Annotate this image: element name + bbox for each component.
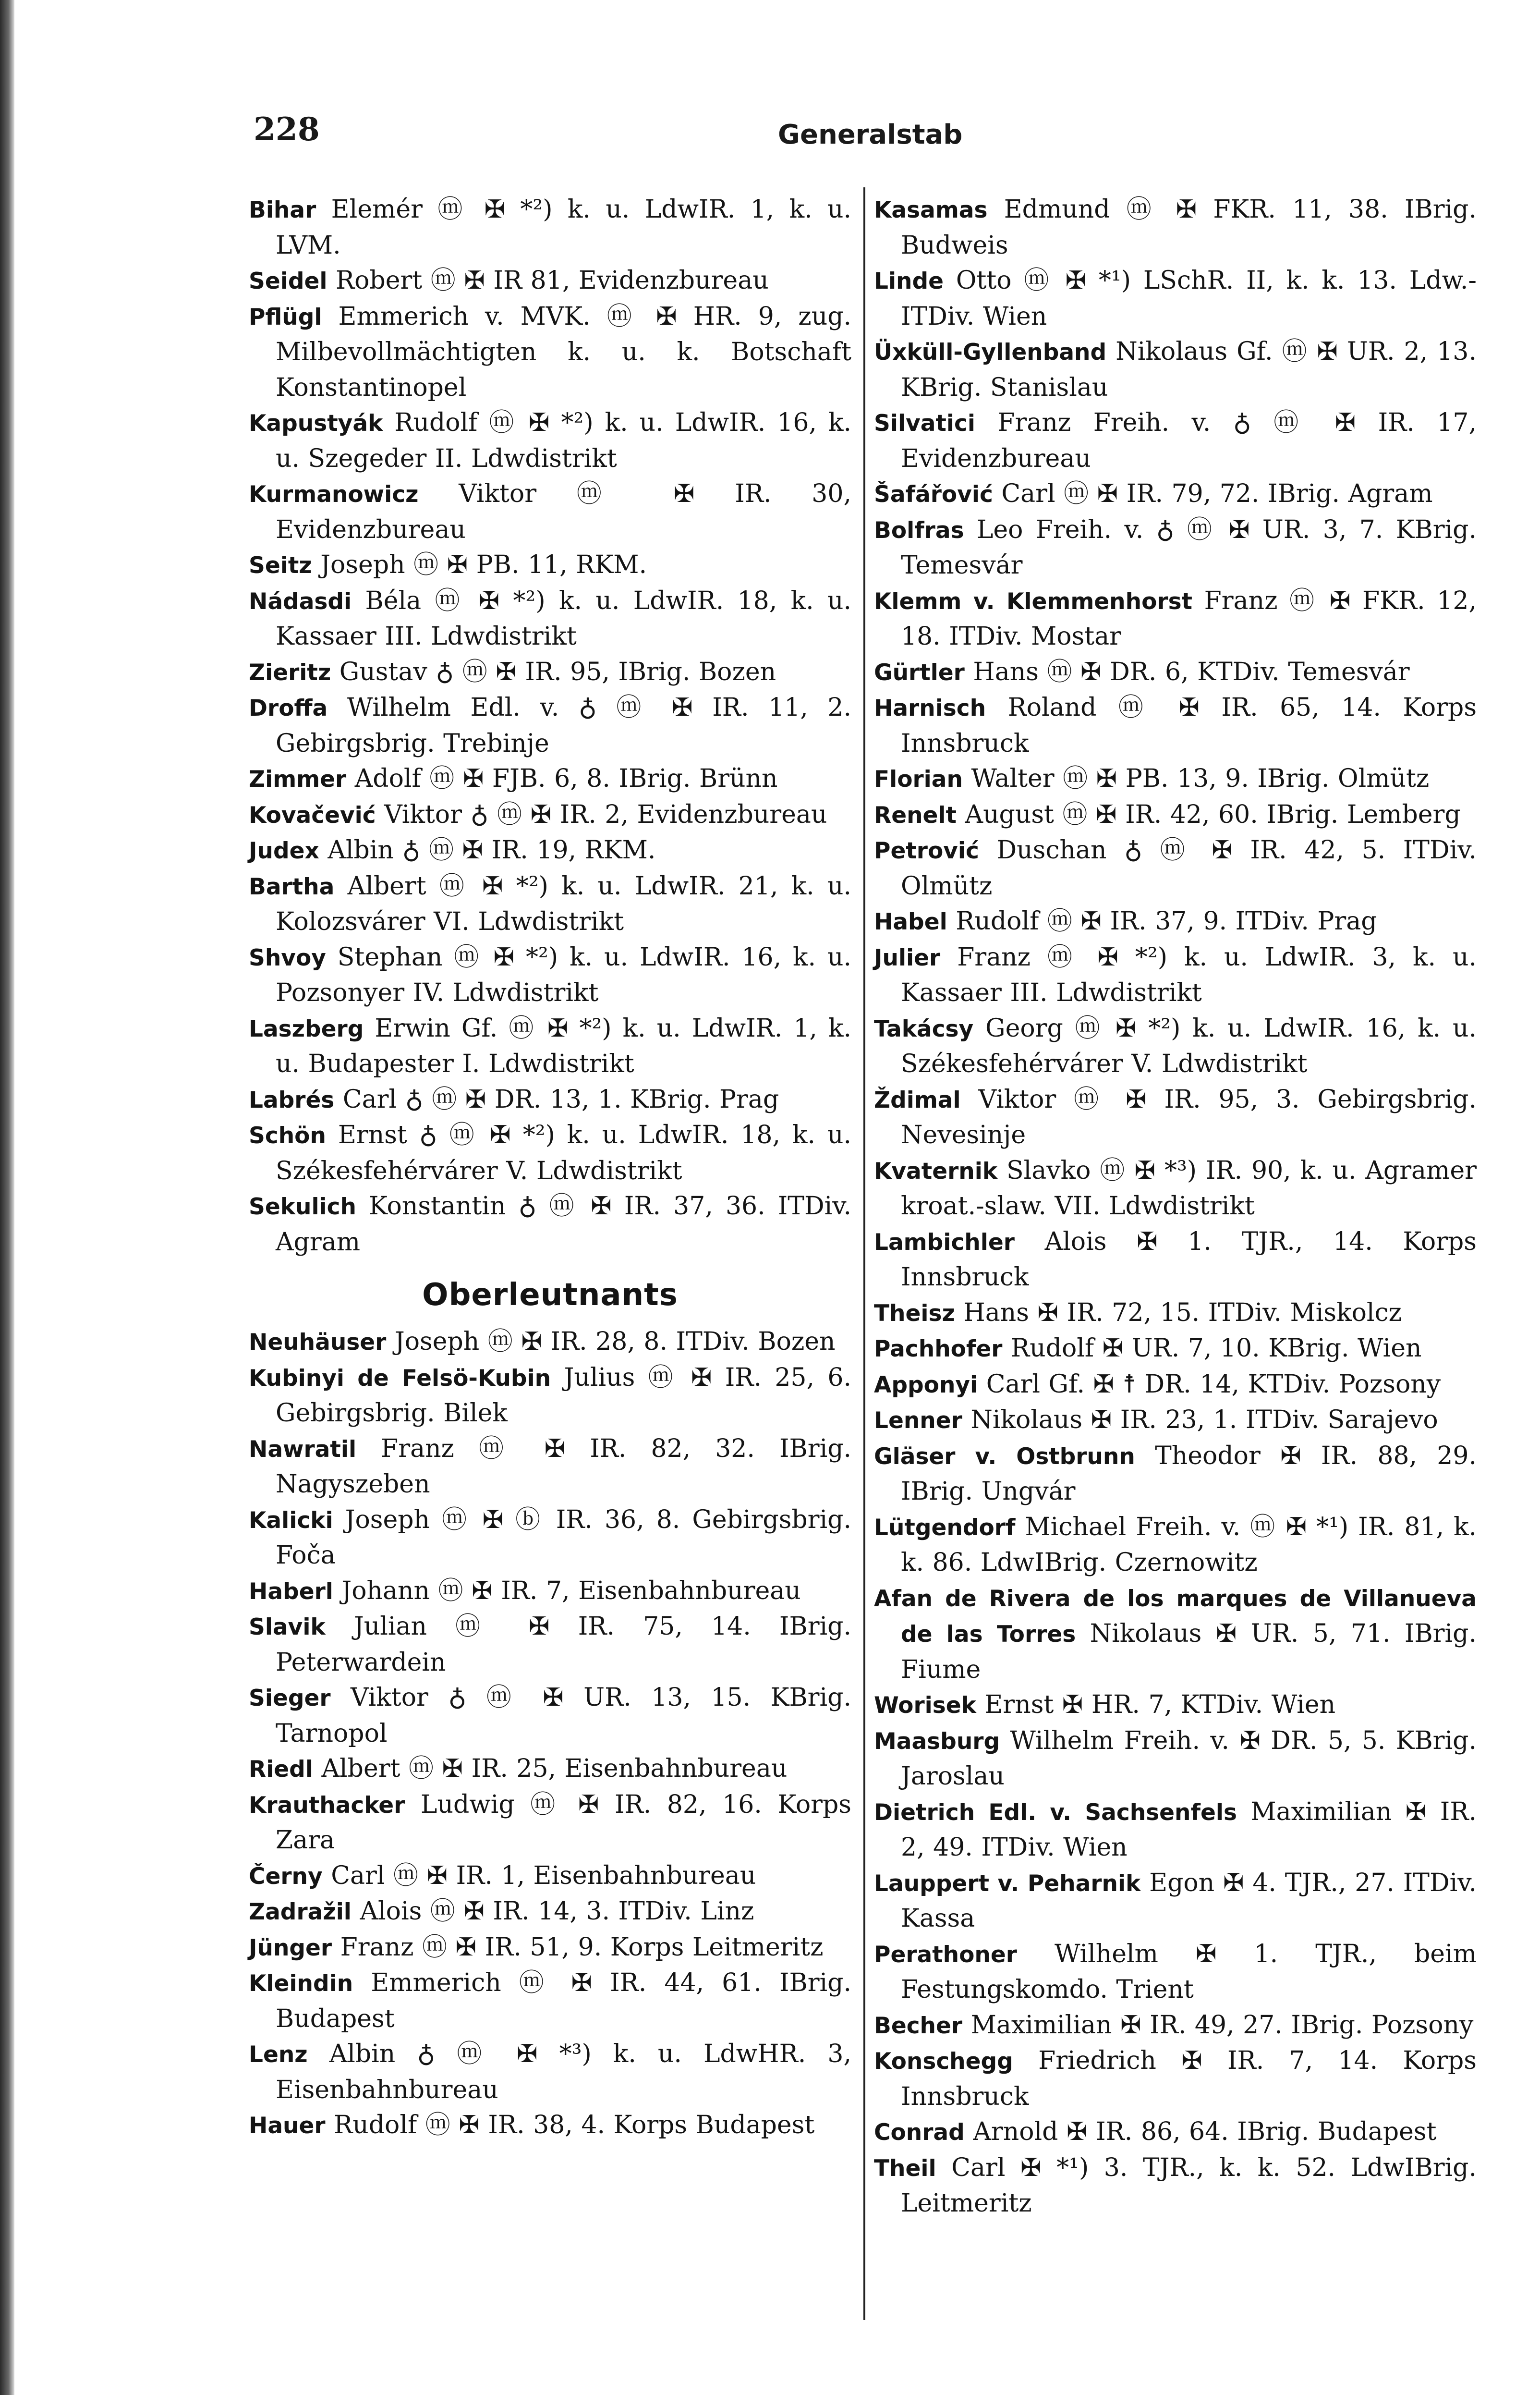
officer-surname: Afan de Rivera de los marques de Villanueva de las Torres (874, 1585, 1477, 1648)
officer-surname: Sieger (249, 1685, 331, 1711)
officer-surname: Ždimal (874, 1087, 961, 1113)
officer-details: Ludwig ⓜ ✠ IR. 82, 16. Korps Zara (276, 1790, 851, 1855)
roster-entry (874, 1403, 1477, 1439)
officer-surname: Kovačević (249, 802, 376, 829)
roster-entry (874, 2151, 1477, 2222)
roster-entry (874, 1439, 1477, 1510)
column-divider (863, 187, 865, 2320)
officer-surname: Lenz (249, 2041, 308, 2068)
officer-surname: Slavik (249, 1614, 326, 1640)
document-page (240, 110, 1489, 2344)
officer-surname: Bartha (249, 873, 335, 900)
officer-surname: Maasburg (874, 1728, 1000, 1755)
roster-entry (249, 1930, 851, 1966)
officer-surname: Zieritz (249, 659, 331, 686)
officer-details: Roland ⓜ ✠ IR. 65, 14. Korps Innsbruck (901, 693, 1477, 758)
roster-entry (874, 1153, 1477, 1224)
officer-surname: Renelt (874, 802, 957, 829)
roster-entry (249, 1609, 851, 1680)
roster-entry (874, 192, 1477, 263)
officer-surname: Laszberg (249, 1015, 364, 1042)
officer-surname: Kvaternik (874, 1158, 998, 1185)
roster-entry (249, 797, 851, 833)
roster-entry (874, 1687, 1477, 1723)
officer-details: Carl ⓜ ✠ IR. 79, 72. IBrig. Agram (1001, 479, 1433, 508)
roster-entry (874, 2114, 1477, 2151)
officer-surname: Krauthacker (249, 1792, 405, 1819)
officer-details: Robert ⓜ ✠ IR 81, Evidenzbureau (336, 266, 769, 295)
roster-entry (874, 904, 1477, 940)
officer-details: Rudolf ⓜ ✠ IR. 38, 4. Korps Budapest (334, 2111, 815, 2139)
officer-surname: Seitz (249, 552, 312, 579)
officer-surname: Kleindin (249, 1970, 353, 1997)
officer-details: Viktor ♁ ⓜ ✠ IR. 2, Evidenzbureau (384, 800, 827, 829)
officer-surname: Harnisch (874, 695, 986, 721)
officer-surname: Lauppert v. Peharnik (874, 1870, 1141, 1897)
roster-entry (249, 1503, 851, 1574)
roster-entry (249, 940, 851, 1011)
officer-surname: Apponyi (874, 1371, 978, 1398)
roster-entry (874, 761, 1477, 797)
roster-entry (249, 2037, 851, 2108)
officer-surname: Linde (874, 268, 944, 294)
officer-details: Ernst ✠ HR. 7, KTDiv. Wien (984, 1690, 1336, 1719)
officer-details: Egon ✠ 4. TJR., 27. ITDiv. Kassa (901, 1868, 1477, 1933)
officer-surname: Worisek (874, 1692, 976, 1719)
officer-surname: Lenner (874, 1407, 962, 1434)
roster-entry (249, 1894, 851, 1930)
officer-details: Nikolaus ✠ UR. 5, 71. IBrig. Fiume (901, 1619, 1477, 1684)
officer-surname: Labrés (249, 1087, 335, 1113)
roster-entry (874, 263, 1477, 334)
officer-surname: Julier (874, 944, 941, 971)
right-column (874, 192, 1477, 2222)
officer-surname: Üxküll-Gyllenband (874, 339, 1107, 366)
roster-entry (874, 1795, 1477, 1866)
roster-entry (249, 1858, 851, 1894)
roster-entry (874, 334, 1477, 405)
officer-surname: Petrović (874, 838, 979, 864)
officer-details: Carl ♁ ⓜ ✠ DR. 13, 1. KBrig. Prag (342, 1085, 779, 1114)
roster-entry (874, 1581, 1477, 1688)
officer-details: Michael Freih. v. ⓜ ✠ *¹) IR. 81, k. k. 86. LdwIBrig. Czernowitz (901, 1512, 1477, 1577)
officer-surname: Gürtler (874, 659, 965, 686)
roster-entry (249, 761, 851, 797)
officer-details: Wilhelm Freih. v. ✠ DR. 5, 5. KBrig. Jaroslau (901, 1726, 1477, 1791)
roster-entry (874, 1367, 1477, 1403)
officer-details: Duschan ♁ ⓜ ✠ IR. 42, 5. ITDiv. Olmütz (901, 836, 1477, 901)
roster-entry (249, 1118, 851, 1189)
officer-details: Alois ⓜ ✠ IR. 14, 3. ITDiv. Linz (360, 1897, 754, 1926)
officer-surname: Takácsy (874, 1015, 974, 1042)
officer-details: Rudolf ⓜ ✠ *²) k. u. LdwIR. 16, k. u. Szegeder II. Ldwdistrikt (276, 408, 851, 473)
left-entries-captains (249, 192, 851, 1260)
left-entries-lieutenants (249, 1324, 851, 2144)
roster-entry (874, 797, 1477, 833)
officer-details: Viktor ♁ ⓜ ✠ UR. 13, 15. KBrig. Tarnopol (276, 1683, 851, 1748)
officer-surname: Kurmanowicz (249, 481, 419, 508)
officer-surname: Habel (874, 909, 947, 935)
roster-entry (874, 690, 1477, 761)
officer-details: Béla ⓜ ✠ *²) k. u. LdwIR. 18, k. u. Kassaer III. Ldwdistrikt (276, 586, 852, 651)
roster-entry (249, 833, 851, 869)
officer-details: Franz ⓜ ✠ *²) k. u. LdwIR. 3, k. u. Kassaer III. Ldwdistrikt (901, 942, 1477, 1007)
roster-entry (874, 1082, 1477, 1153)
officer-details: Friedrich ✠ IR. 7, 14. Korps Innsbruck (901, 2046, 1477, 2111)
roster-entry (249, 405, 851, 477)
officer-details: Wilhelm Edl. v. ♁ ⓜ ✠ IR. 11, 2. Gebirgsbrig. Trebinje (276, 693, 851, 758)
roster-entry (874, 405, 1477, 477)
officer-details: Carl ✠ *¹) 3. TJR., k. k. 52. LdwIBrig. Leitmeritz (901, 2153, 1477, 2218)
officer-details: Albert ⓜ ✠ *²) k. u. LdwIR. 21, k. u. Kolozsvárer VI. Ldwdistrikt (276, 871, 851, 936)
left-column (249, 192, 851, 2144)
officer-surname: Hauer (249, 2113, 326, 2139)
officer-surname: Nawratil (249, 1436, 357, 1463)
officer-details: Konstantin ♁ ⓜ ✠ IR. 37, 36. ITDiv. Agram (276, 1192, 852, 1257)
roster-entry (874, 833, 1477, 904)
officer-surname: Droffa (249, 695, 328, 721)
roster-entry (874, 1866, 1477, 1937)
roster-entry (874, 477, 1477, 513)
officer-surname: Klemm v. Klemmenhorst (874, 588, 1193, 615)
officer-surname: Lambichler (874, 1229, 1015, 1256)
officer-surname: Dietrich Edl. v. Sachsenfels (874, 1799, 1237, 1826)
officer-surname: Konschegg (874, 2048, 1013, 2075)
roster-entry (249, 477, 851, 548)
officer-details: Joseph ⓜ ✠ ⓑ IR. 36, 8. Gebirgsbrig. Foča (276, 1505, 851, 1570)
officer-details: Franz ⓜ ✠ IR. 82, 32. IBrig. Nagyszeben (276, 1434, 852, 1499)
roster-entry (874, 1224, 1477, 1295)
roster-entry (874, 513, 1477, 584)
officer-details: Albin ♁ ⓜ ✠ *³) k. u. LdwHR. 3, Eisenbahnbureau (276, 2040, 851, 2104)
roster-entry (874, 1295, 1477, 1332)
officer-details: Wilhelm ✠ 1. TJR., beim Festungskomdo. Trient (901, 1939, 1477, 2004)
roster-entry (249, 263, 851, 299)
officer-details: Erwin Gf. ⓜ ✠ *²) k. u. LdwIR. 1, k. u. Budapester I. Ldwdistrikt (276, 1014, 851, 1078)
officer-surname: Seidel (249, 268, 327, 294)
officer-surname: Lütgendorf (874, 1514, 1016, 1541)
officer-surname: Riedl (249, 1756, 313, 1783)
officer-details: Julius ⓜ ✠ IR. 25, 6. Gebirgsbrig. Bilek (276, 1363, 851, 1428)
officer-surname: Bihar (249, 197, 316, 223)
scan-edge (0, 0, 14, 2395)
officer-details: Johann ⓜ ✠ IR. 7, Eisenbahnbureau (341, 1576, 801, 1605)
officer-surname: Florian (874, 766, 963, 793)
officer-details: Emmerich v. MVK. ⓜ ✠ HR. 9, zug. Milbevollmächtigten k. u. k. Botschaft Konstantinopel (276, 302, 852, 402)
officer-surname: Kubinyi de Felsö-Kubin (249, 1365, 551, 1392)
officer-surname: Shvoy (249, 944, 326, 971)
roster-entry (874, 584, 1477, 655)
officer-details: Otto ⓜ ✠ *¹) LSchR. II, k. k. 13. Ldw.-ITDiv. Wien (901, 266, 1477, 331)
officer-surname: Zadražil (249, 1899, 352, 1925)
officer-surname: Jünger (249, 1934, 332, 1961)
officer-surname: Neuhäuser (249, 1329, 387, 1356)
officer-details: Franz Freih. v. ♁ ⓜ ✠ IR. 17, Evidenzbureau (901, 408, 1477, 473)
officer-surname: Kalicki (249, 1507, 333, 1534)
officer-surname: Silvatici (874, 410, 975, 437)
roster-entry (249, 1751, 851, 1787)
roster-entry (874, 655, 1477, 691)
roster-entry (249, 1431, 851, 1503)
officer-surname: Nádasdi (249, 588, 352, 615)
officer-details: Hans ⓜ ✠ DR. 6, KTDiv. Temesvár (973, 657, 1410, 686)
roster-entry (874, 2008, 1477, 2044)
officer-details: Adolf ⓜ ✠ FJB. 6, 8. IBrig. Brünn (354, 764, 778, 793)
officer-details: Joseph ⓜ ✠ PB. 11, RKM. (320, 550, 647, 579)
officer-surname: Perathoner (874, 1941, 1017, 1968)
roster-entry (249, 1574, 851, 1610)
officer-details: Viktor ⓜ ✠ IR. 30, Evidenzbureau (276, 479, 851, 544)
officer-details: Joseph ⓜ ✠ IR. 28, 8. ITDiv. Bozen (394, 1327, 836, 1356)
roster-entry (874, 2043, 1477, 2114)
officer-details: Nikolaus ✠ IR. 23, 1. ITDiv. Sarajevo (970, 1405, 1438, 1434)
officer-surname: Judex (249, 838, 319, 864)
running-head: Generalstab (778, 119, 963, 150)
officer-details: Georg ⓜ ✠ *²) k. u. LdwIR. 16, k. u. Székesfehérvárer V. Ldwdistrikt (901, 1014, 1477, 1078)
roster-entry (874, 1937, 1477, 2008)
officer-details: Carl ⓜ ✠ IR. 1, Eisenbahnbureau (331, 1861, 756, 1890)
officer-details: Rudolf ⓜ ✠ IR. 37, 9. ITDiv. Prag (956, 907, 1377, 936)
officer-details: Walter ⓜ ✠ PB. 13, 9. IBrig. Olmütz (971, 764, 1430, 793)
officer-surname: Gläser v. Ostbrunn (874, 1443, 1135, 1470)
roster-entry (249, 1011, 851, 1082)
officer-details: Albert ⓜ ✠ IR. 25, Eisenbahnbureau (321, 1754, 788, 1783)
officer-details: Franz ⓜ ✠ FKR. 12, 18. ITDiv. Mostar (901, 586, 1477, 651)
roster-entry (249, 548, 851, 584)
roster-entry (874, 1510, 1477, 1581)
roster-entry (249, 1966, 851, 2037)
officer-details: Elemér ⓜ ✠ *²) k. u. LdwIR. 1, k. u. LVM. (276, 195, 851, 260)
officer-details: Arnold ✠ IR. 86, 64. IBrig. Budapest (973, 2117, 1437, 2146)
officer-surname: Kasamas (874, 197, 988, 223)
officer-surname: Kapustyák (249, 410, 383, 437)
roster-entry (249, 1082, 851, 1118)
officer-surname: Theil (874, 2155, 936, 2182)
roster-entry (249, 299, 851, 406)
page-number: 228 (254, 110, 320, 148)
officer-details: Maximilian ✠ IR. 2, 49. ITDiv. Wien (901, 1797, 1477, 1862)
roster-entry (249, 1324, 851, 1360)
officer-surname: Becher (874, 2012, 963, 2039)
officer-surname: Pachhofer (874, 1336, 1003, 1362)
officer-details: Hans ✠ IR. 72, 15. ITDiv. Miskolcz (963, 1298, 1402, 1327)
officer-surname: Bolfras (874, 517, 964, 544)
officer-surname: Theisz (874, 1300, 955, 1327)
roster-entry (249, 1189, 851, 1260)
officer-details: Carl Gf. ✠ ☨ DR. 14, KTDiv. Pozsony (986, 1369, 1441, 1399)
officer-details: Julian ⓜ ✠ IR. 75, 14. IBrig. Peterwardein (276, 1612, 851, 1677)
officer-details: Alois ✠ 1. TJR., 14. Korps Innsbruck (901, 1227, 1477, 1292)
officer-details: Nikolaus Gf. ⓜ ✠ UR. 2, 13. KBrig. Stanislau (901, 337, 1477, 402)
roster-entry (249, 655, 851, 691)
roster-entry (249, 1680, 851, 1751)
roster-entry (874, 1011, 1477, 1082)
officer-surname: Schön (249, 1123, 326, 1149)
officer-surname: Pflügl (249, 304, 322, 330)
roster-entry (249, 690, 851, 761)
officer-surname: Zimmer (249, 766, 347, 793)
officer-details: Stephan ⓜ ✠ *²) k. u. LdwIR. 16, k. u. Pozsonyer IV. Ldwdistrikt (276, 942, 851, 1007)
roster-entry (249, 1360, 851, 1431)
officer-details: Albin ♁ ⓜ ✠ IR. 19, RKM. (327, 836, 656, 865)
officer-surname: Černy (249, 1863, 323, 1890)
officer-details: Slavko ⓜ ✠ *³) IR. 90, k. u. Agramer kroat.-slaw. VII. Ldwdistrikt (901, 1156, 1477, 1221)
officer-details: Emmerich ⓜ ✠ IR. 44, 61. IBrig. Budapest (276, 1968, 851, 2033)
section-title: Oberleutnants (422, 1277, 678, 1313)
officer-details: Maximilian ✠ IR. 49, 27. IBrig. Pozsony (970, 2010, 1474, 2040)
officer-details: Edmund ⓜ ✠ FKR. 11, 38. IBrig. Budweis (901, 195, 1477, 260)
roster-entry (874, 940, 1477, 1011)
officer-details: Franz ⓜ ✠ IR. 51, 9. Korps Leitmeritz (340, 1932, 824, 1962)
officer-surname: Conrad (874, 2119, 965, 2146)
roster-entry (249, 192, 851, 263)
roster-entry (249, 1787, 851, 1858)
officer-details: Ernst ♁ ⓜ ✠ *²) k. u. LdwIR. 18, k. u. Székesfehérvárer V. Ldwdistrikt (276, 1121, 852, 1185)
officer-details: Gustav ♁ ⓜ ✠ IR. 95, IBrig. Bozen (339, 657, 776, 686)
officer-surname: Haberl (249, 1578, 333, 1605)
officer-details: August ⓜ ✠ IR. 42, 60. IBrig. Lemberg (965, 800, 1461, 829)
officer-surname: Sekulich (249, 1194, 356, 1220)
right-entries (874, 192, 1477, 2222)
roster-entry (249, 869, 851, 940)
officer-details: Rudolf ✠ UR. 7, 10. KBrig. Wien (1011, 1334, 1422, 1363)
roster-entry (249, 2108, 851, 2144)
officer-details: Leo Freih. v. ♁ ⓜ ✠ UR. 3, 7. KBrig. Temesvár (901, 515, 1477, 580)
roster-entry (874, 1723, 1477, 1795)
officer-surname: Šafářović (874, 481, 993, 508)
officer-details: Theodor ✠ IR. 88, 29. IBrig. Ungvár (901, 1441, 1477, 1506)
roster-entry (874, 1331, 1477, 1367)
officer-details: Viktor ⓜ ✠ IR. 95, 3. Gebirgsbrig. Nevesinje (901, 1085, 1477, 1149)
roster-entry (249, 584, 851, 655)
